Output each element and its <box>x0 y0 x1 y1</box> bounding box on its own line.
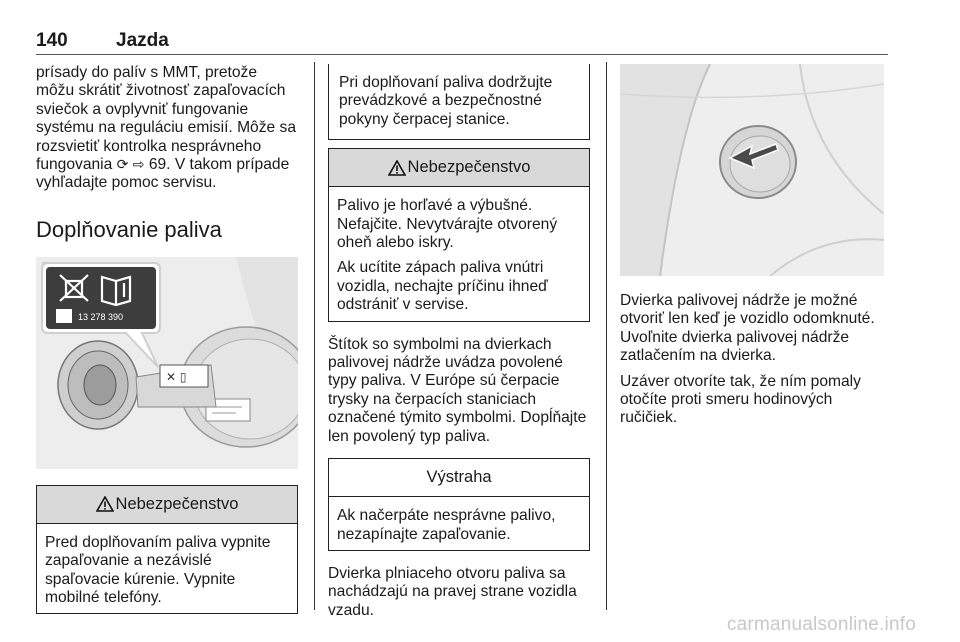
section-title: Jazda <box>116 30 169 51</box>
intro-paragraph: prísady do palív s MMT, pretože môžu skrátiť životnosť zapaľovacích sviečok a ovplyvniť fungovanie systému na reguláciu emisií. Môže sa rozsvietiť kontrolka nesprávneho fungovania ⟳ ⇨ 69. V takom prípade vyhľadajte pomoc servisu. <box>36 64 296 192</box>
caution-box-body: Ak načerpáte nesprávne palivo, nezapínajte zapaľovanie. <box>337 507 556 543</box>
watermark: carmanualsonline.info <box>726 614 916 635</box>
fuel-door-location-paragraph: Dvierka plniaceho otvoru paliva sa nachádzajú na pravej strane vozidla vzadu. <box>328 564 577 619</box>
fuel-filler-drawing <box>36 257 298 469</box>
danger-box-header <box>37 486 297 524</box>
danger-box <box>36 485 298 615</box>
danger-box-2-title: Nebezpečenstvo <box>407 158 531 177</box>
fuel-cap-paragraph: Uzáver otvoríte tak, že ním pomaly otočíte proti smeru hodinových ručičiek. <box>620 372 861 427</box>
column-2 <box>328 64 590 620</box>
header-divider <box>36 54 888 55</box>
column-3 <box>620 64 882 428</box>
danger-box-2 <box>328 148 590 321</box>
column-1 <box>36 64 298 614</box>
danger-box-2-header <box>329 149 589 187</box>
page-header <box>36 30 888 52</box>
column-divider <box>314 62 315 610</box>
section-heading: Doplňovanie paliva <box>36 216 222 242</box>
danger-box-2-body: Palivo je horľavé a výbušné. Nefajčite. Nevytvárajte otvorený oheň alebo iskry. Ak ucítite zápach paliva vnútri vozidla, nechajte príčinu ihneď odstrániť v servise. <box>337 197 558 314</box>
fuel-door-drawing <box>620 64 884 276</box>
caution-box <box>328 458 590 551</box>
caution-box-header <box>329 459 589 497</box>
caution-box-title: Výstraha <box>426 468 492 487</box>
fuel-label-paragraph: Štítok so symbolmi na dvierkach palivovej nádrže uvádza povolené typy paliva. V Európe sú čerpacie trysky na čerpacích staniciach označené týmito symbolmi. Dopĺňajte len povolený typ paliva. <box>328 335 587 445</box>
danger-box-title: Nebezpečenstvo <box>115 494 239 513</box>
svg-text:✕ ▯: ✕ ▯ <box>166 369 187 384</box>
danger-box-body: Pred doplňovaním paliva vypnite zapaľovanie a nezávislé spaľovacie kúrenie. Vypnite mobilné telefóny. <box>45 533 271 607</box>
fuel-door-open-paragraph: Dvierka palivovej nádrže je možné otvoriť len keď je vozidlo odomknuté. Uvoľnite dvierka palivovej nádrže zatlačením na dvierka. <box>620 292 875 365</box>
page-number: 140 <box>36 30 68 51</box>
engine-warning-icon: ⟳ <box>116 157 129 174</box>
warning-triangle-icon <box>96 496 114 512</box>
fuel-door-illustration <box>620 64 884 276</box>
column-divider <box>606 62 607 610</box>
fuel-filler-label-illustration <box>36 257 298 469</box>
label-code: 13 278 390 <box>78 311 124 322</box>
warning-triangle-icon <box>388 160 406 176</box>
reference-arrow-icon: ⇨ <box>132 157 145 174</box>
safety-notice-box: Pri doplňovaní paliva dodržujte prevádzkové a bezpečnostné pokyny čerpacej stanice. <box>328 64 590 140</box>
